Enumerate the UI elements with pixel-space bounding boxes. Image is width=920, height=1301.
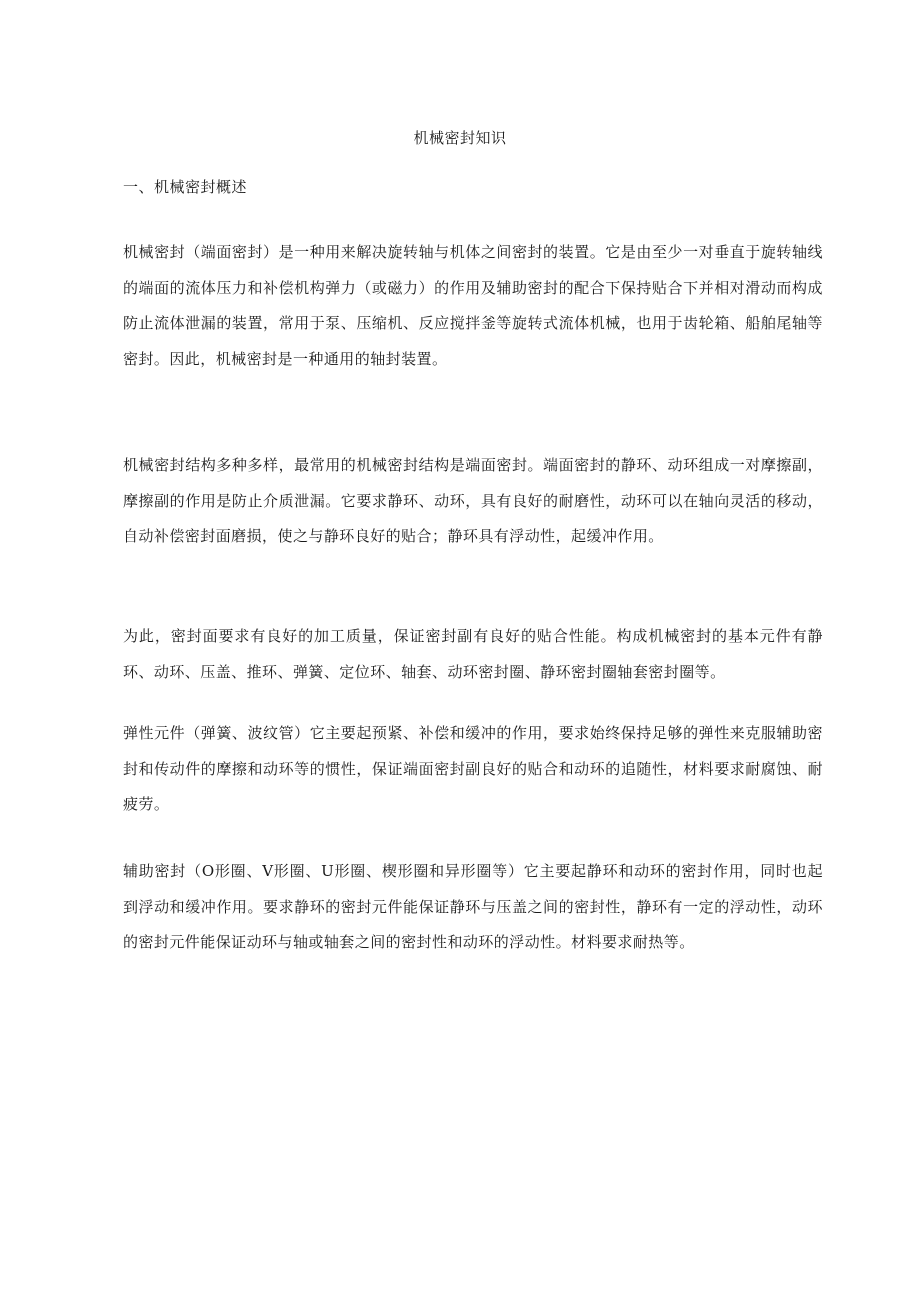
document-title: 机械密封知识	[413, 129, 507, 147]
paragraph-overview: 机械密封（端面密封）是一种用来解决旋转轴与机体之间密封的装置。它是由至少一对垂直于旋转轴线的端面的流体压力和补偿机构弹力（或磁力）的作用及辅助密封的配合下保持贴合下并相对滑动而构成防止流体泄漏的装置，常用于泵、压缩机、反应搅拌釜等旋转式流体机械，也用于齿轮箱、船舶尾轴等密封。因此，机械密封是一种通用的轴封装置。	[123, 243, 823, 368]
paragraph-structure: 机械密封结构多种多样，最常用的机械密封结构是端面密封。端面密封的静环、动环组成一对摩擦副，摩擦副的作用是防止介质泄漏。它要求静环、动环，具有良好的耐磨性，动环可以在轴向灵活的移动，自动补偿密封面磨损，使之与静环良好的贴合；静环具有浮动性，起缓冲作用。	[123, 456, 823, 545]
paragraph-auxiliary-seals: 辅助密封（O形圈、V形圈、U形圈、楔形圈和异形圈等）它主要起静环和动环的密封作用，同时也起到浮动和缓冲作用。要求静环的密封元件能保证静环与压盖之间的密封性，静环有一定的浮动性，动环的密封元件能保证动环与轴或轴套之间的密封性和动环的浮动性。材料要求耐热等。	[123, 862, 823, 951]
paragraph-basic-components: 为此，密封面要求有良好的加工质量，保证密封副有良好的贴合性能。构成机械密封的基本元件有静环、动环、压盖、推环、弹簧、定位环、轴套、动环密封圈、静环密封圈轴套密封圈等。	[123, 627, 823, 681]
paragraph-elastic-elements: 弹性元件（弹簧、波纹管）它主要起预紧、补偿和缓冲的作用，要求始终保持足够的弹性来克服辅助密封和传动件的摩擦和动环等的惯性，保证端面密封副良好的贴合和动环的追随性，材料要求耐腐蚀、耐疲劳。	[123, 724, 823, 813]
section-heading: 一、机械密封概述	[123, 178, 248, 196]
